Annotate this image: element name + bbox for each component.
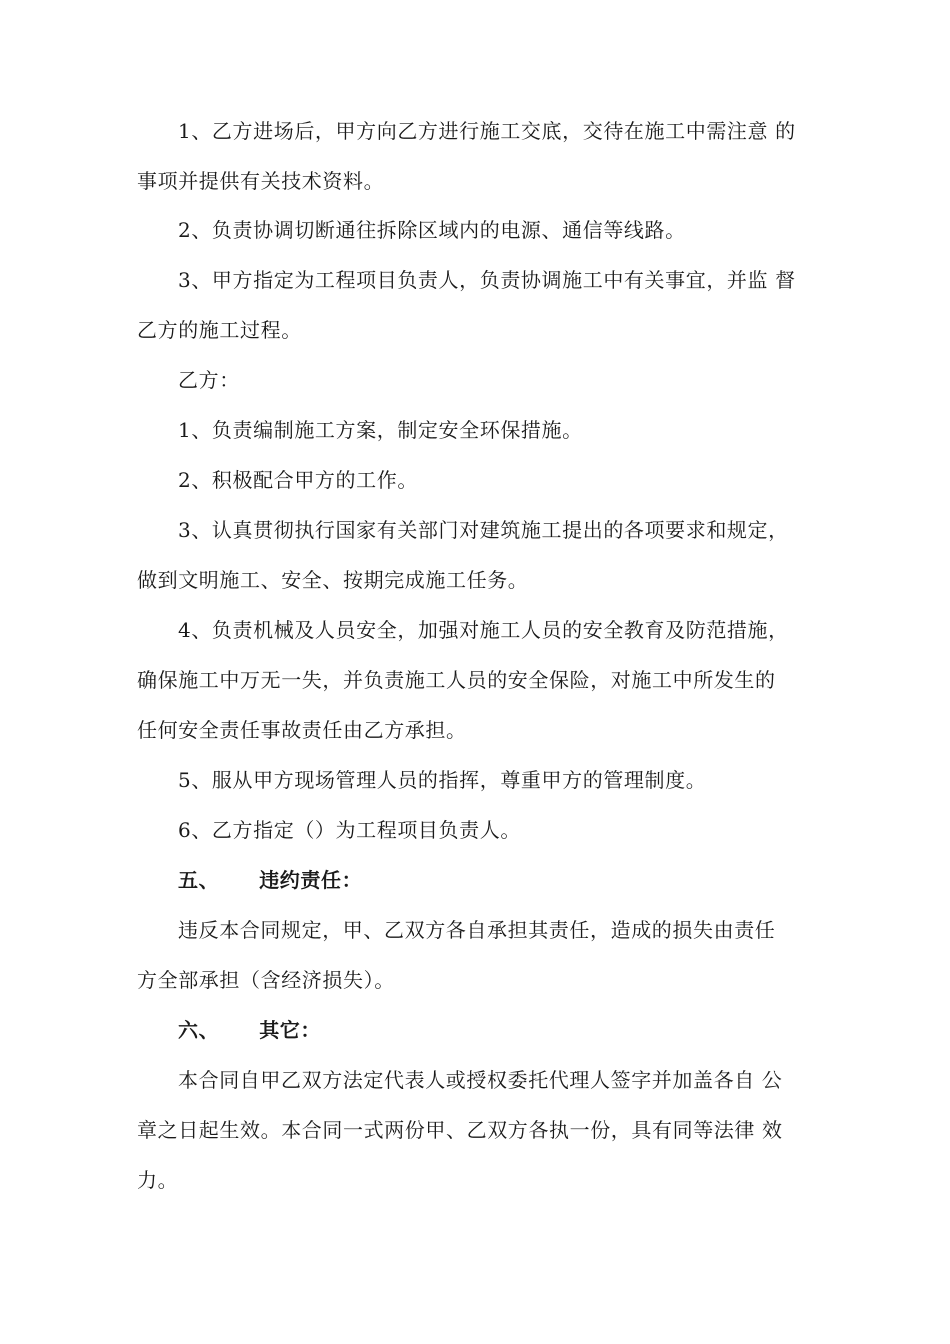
section-5-heading [178,866,828,894]
section-6-heading [178,1016,828,1044]
party-b-item-5: 5、服从甲方现场管理人员的指挥，尊重甲方的管理制度。 [178,768,707,792]
party-a-item-3-line-1: 3、甲方指定为工程项目负责人，负责协调施工中有关事宜，并监 督 [178,268,796,292]
section-6-body-line-1: 本合同自甲乙双方法定代表人或授权委托代理人签字并加盖各自 公 [178,1068,783,1092]
party-b-heading: 乙方： [178,368,240,392]
party-b-item-1: 1、负责编制施工方案，制定安全环保措施。 [178,418,583,442]
party-a-item-1-line-1: 1、乙方进场后，甲方向乙方进行施工交底，交待在施工中需注意 的 [178,119,796,143]
section-5-number: 五、 [178,868,220,892]
section-6-body-line-3: 力。 [137,1168,179,1192]
party-b-item-3-line-2: 做到文明施工、安全、按期完成施工任务。 [137,568,529,592]
party-b-item-6: 6、乙方指定（）为工程项目负责人。 [178,818,521,842]
section-5-body-line-1: 违反本合同规定，甲、乙双方各自承担其责任，造成的损失由责任 [178,918,776,942]
party-b-item-4-line-2: 确保施工中万无一失，并负责施工人员的安全保险，对施工中所发生的 [137,668,776,692]
section-5-body-line-2: 方全部承担（含经济损失）。 [137,968,395,992]
section-5-title: 违约责任： [259,868,363,892]
party-a-item-2: 2、负责协调切断通往拆除区域内的电源、通信等线路。 [178,218,686,242]
section-6-title: 其它： [259,1018,322,1042]
party-b-item-4-line-3: 任何安全责任事故责任由乙方承担。 [137,718,467,742]
party-a-item-3-line-2: 乙方的施工过程。 [137,318,302,342]
section-6-body-line-2: 章之日起生效。本合同一式两份甲、乙双方各执一份，具有同等法律 效 [137,1118,783,1142]
party-b-item-3-line-1: 3、认真贯彻执行国家有关部门对建筑施工提出的各项要求和规定， [178,518,789,542]
party-b-item-4-line-1: 4、负责机械及人员安全，加强对施工人员的安全教育及防范措施， [178,618,789,642]
party-b-item-2: 2、积极配合甲方的工作。 [178,468,418,492]
section-6-number: 六、 [178,1018,220,1042]
party-a-item-1-line-2: 事项并提供有关技术资料。 [137,169,385,193]
